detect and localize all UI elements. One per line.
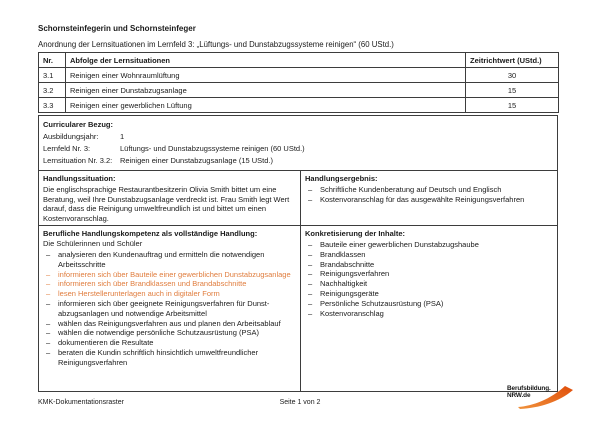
page-title: Schornsteinfegerin und Schornsteinfeger: [38, 24, 196, 33]
col-header-zeitrichtwert: Zeitrichtwert (UStd.): [466, 53, 559, 68]
list-item: – lesen Herstellerunterlagen auch in digitaler Form: [43, 289, 296, 299]
content-grid: [38, 170, 558, 392]
table-row: [39, 83, 559, 98]
list-item: – wählen die notwendige persönliche Schutzausrüstung (PSA): [43, 328, 296, 338]
curricular-value: 1: [120, 132, 125, 141]
footer-document-name: KMK-Dokumentationsraster: [38, 399, 124, 406]
handlungsergebnis-list: [305, 185, 553, 205]
list-item: – informieren sich über Bauteile einer gewerblichen Dunstabzugsanlage: [43, 270, 296, 280]
curricular-value: Lüftungs- und Dunstabzugssysteme reinigen (60 UStd.): [120, 144, 305, 153]
list-item: – Reinigungsverfahren: [305, 269, 553, 279]
col-header-abfolge: Abfolge der Lernsituationen: [66, 53, 466, 68]
handlungskompetenz-cell: [39, 225, 300, 391]
curricular-value: Reinigen einer Dunstabzugsanlage (15 UStd.): [120, 156, 274, 165]
logo-line2: NRW.de: [507, 392, 531, 399]
curricular-label: Ausbildungsjahr:: [43, 132, 99, 141]
konkretisierung-list: [305, 240, 553, 318]
table-row: [39, 98, 559, 113]
list-item: – Reinigungsgeräte: [305, 289, 553, 299]
list-item: – Brandklassen: [305, 250, 553, 260]
table-header-row: [39, 53, 559, 68]
col-header-nr: Nr.: [39, 53, 66, 68]
curricular-label: Lernsituation Nr. 3.2:: [43, 156, 113, 165]
handlungskompetenz-intro: Die Schülerinnen und Schüler: [43, 239, 143, 248]
handlungssituation-text: Die englischsprachige Restaurantbesitzerin Olivia Smith bittet um eine Beratung, weil Ihre Dunstabzugsanlage verdreckt ist. Frau Smith legt Wert darauf, dass die Reinigung umweltfreundlich ist und bittet um einen Kostenvoranschlag.: [43, 185, 290, 223]
logo-line1: Berufsbildung.: [507, 385, 551, 392]
list-item: – Kostenvoranschlag: [305, 309, 553, 319]
cell-abfolge: Reinigen einer gewerblichen Lüftung: [66, 98, 466, 113]
list-item: – Schriftliche Kundenberatung auf Deutsch und Englisch: [305, 185, 553, 195]
curricular-row: [43, 155, 553, 167]
curricular-row: [43, 131, 553, 143]
handlungskompetenz-title: Berufliche Handlungskompetenz als vollständige Handlung:: [43, 229, 258, 238]
cell-ustd: 15: [466, 83, 559, 98]
cell-nr: 3.2: [39, 83, 66, 98]
konkretisierung-cell: [300, 225, 557, 391]
list-item: – beraten die Kundin schriftlich hinsichtlich umweltfreundlicher Reinigungsverfahren: [43, 348, 296, 368]
cell-ustd: 30: [466, 68, 559, 83]
handlungsergebnis-title: Handlungsergebnis:: [305, 174, 378, 183]
cell-nr: 3.3: [39, 98, 66, 113]
list-item: – wählen das Reinigungsverfahren aus und planen den Arbeitsablauf: [43, 319, 296, 329]
cell-ustd: 15: [466, 98, 559, 113]
curricular-bezug-box: [38, 115, 558, 171]
cell-abfolge: Reinigen einer Dunstabzugsanlage: [66, 83, 466, 98]
lernsituationen-table: [38, 52, 559, 113]
list-item: – analysieren den Kundenauftrag und ermitteln die notwendigen Arbeitsschritte: [43, 250, 296, 270]
handlungssituation-title: Handlungssituation:: [43, 174, 116, 183]
table-row: [39, 68, 559, 83]
handlungskompetenz-list: [43, 250, 296, 368]
curricular-row: [43, 143, 553, 155]
list-item: – Bauteile einer gewerblichen Dunstabzugshaube: [305, 240, 553, 250]
handlungsergebnis-cell: [300, 171, 557, 225]
list-item: – Brandabschnitte: [305, 260, 553, 270]
cell-nr: 3.1: [39, 68, 66, 83]
curricular-bezug-title: Curricularer Bezug:: [43, 120, 114, 129]
berufsbildung-nrw-logo: [505, 383, 575, 411]
curricular-label: Lernfeld Nr. 3:: [43, 144, 91, 153]
list-item: – dokumentieren die Resultate: [43, 338, 296, 348]
list-item: – informieren sich über geeignete Reinigungsverfahren für Dunstabzugsanlagen und notwendige Arbeitsmittel: [43, 299, 296, 319]
page-subtitle: Anordnung der Lernsituationen im Lernfeld 3: „Lüftungs- und Dunstabzugssysteme reinigen“ (60 UStd.): [38, 40, 394, 49]
list-item: – Nachhaltigkeit: [305, 279, 553, 289]
handlungssituation-cell: [39, 171, 300, 225]
footer-page-number: Seite 1 von 2: [279, 399, 321, 406]
konkretisierung-title: Konkretisierung der Inhalte:: [305, 229, 406, 238]
cell-abfolge: Reinigen einer Wohnraumlüftung: [66, 68, 466, 83]
list-item: – informieren sich über Brandklassen und Brandabschnitte: [43, 279, 296, 289]
logo-text: [507, 385, 551, 399]
list-item: – Kostenvoranschlag für das ausgewählte Reinigungsverfahren: [305, 195, 553, 205]
list-item: – Persönliche Schutzausrüstung (PSA): [305, 299, 553, 309]
